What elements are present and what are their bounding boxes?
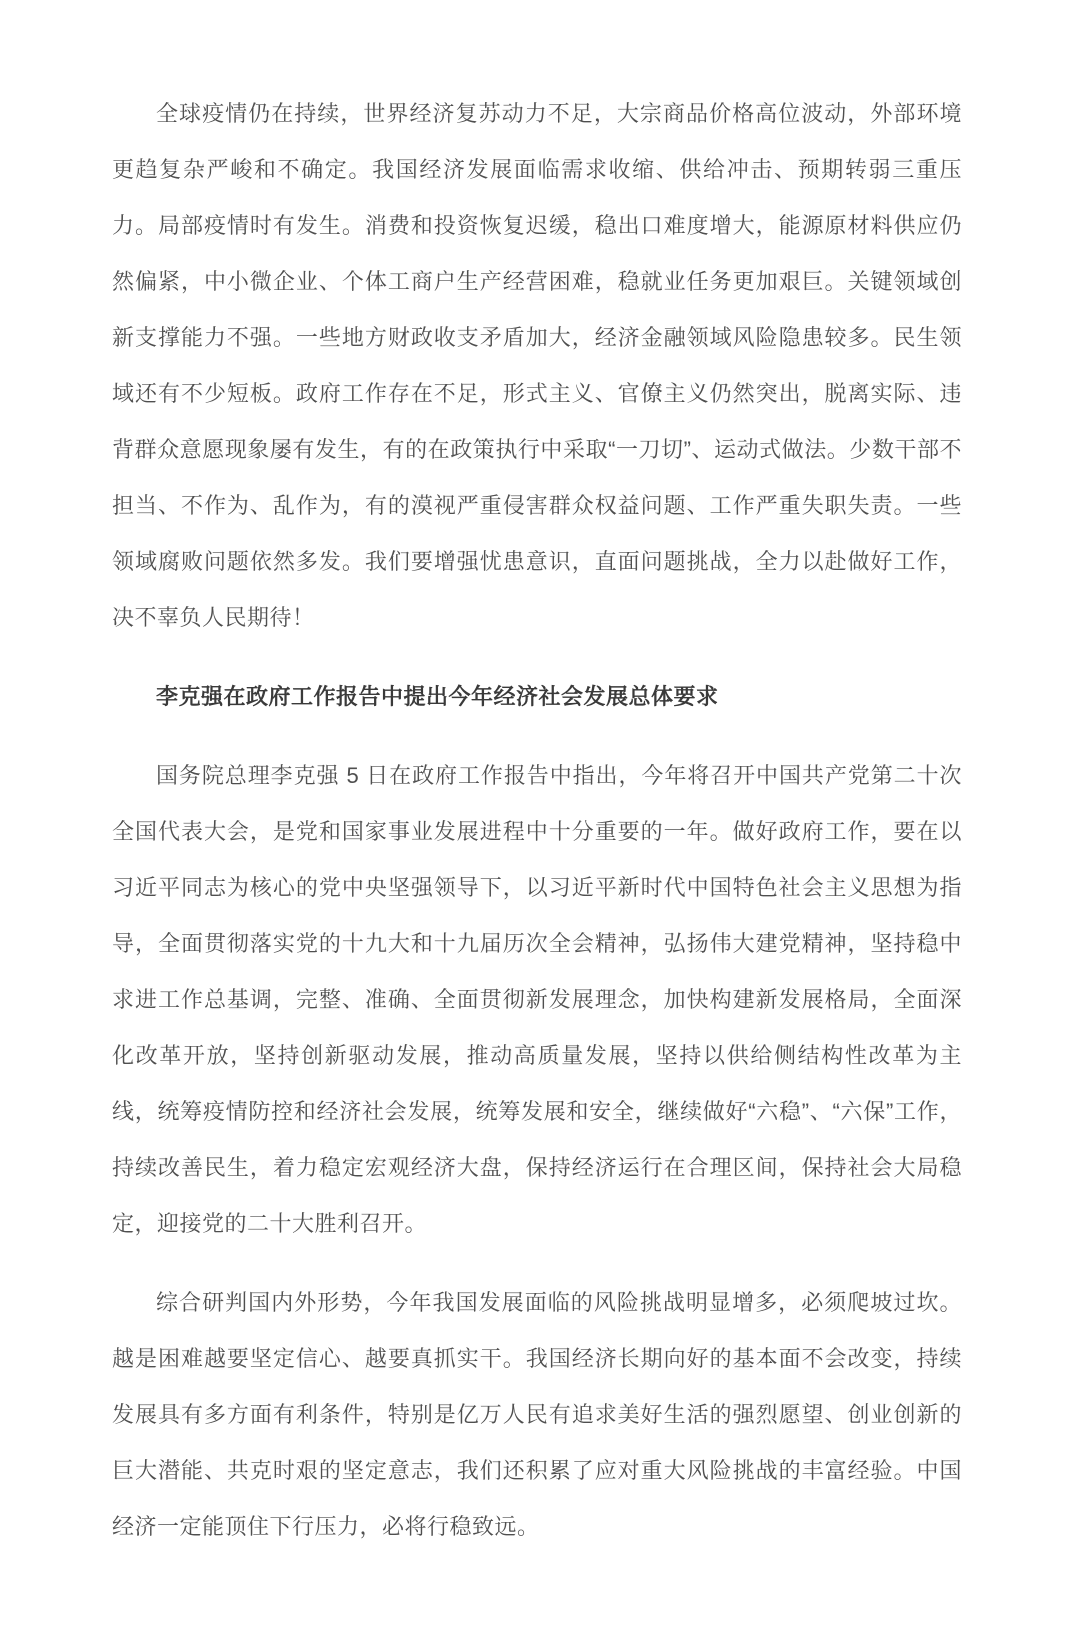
paragraph-risk-outlook: 综合研判国内外形势，今年我国发展面临的风险挑战明显增多，必须爬坡过坎。越是困难越要坚定信心、越要真抓实干。我国经济长期向好的基本面不会改变，持续发展具有多方面有利条件，特别是亿万人民有追求美好生活的强烈愿望、创业创新的巨大潜能、共克时艰的坚定意志，我们还积累了应对重大风险挑战的丰富经验。中国经济一定能顶住下行压力，必将行稳致远。 bbox=[112, 1290, 962, 1539]
section-heading-overall-requirements: 李克强在政府工作报告中提出今年经济社会发展总体要求 bbox=[156, 684, 719, 709]
paragraph-economic-situation: 全球疫情仍在持续，世界经济复苏动力不足，大宗商品价格高位波动，外部环境更趋复杂严峻和不确定。我国经济发展面临需求收缩、供给冲击、预期转弱三重压力。局部疫情时有发生。消费和投资恢复迟缓，稳出口难度增大，能源原材料供应仍然偏紧，中小微企业、个体工商户生产经营困难，稳就业任务更加艰巨。关键领域创新支撑能力不强。一些地方财政收支矛盾加大，经济金融领域风险隐患较多。民生领域还有不少短板。政府工作存在不足，形式主义、官僚主义仍然突出，脱离实际、违背群众意愿现象屡有发生，有的在政策执行中采取“一刀切”、运动式做法。少数干部不担当、不作为、乱作为，有的漠视严重侵害群众权益问题、工作严重失职失责。一些领域腐败问题依然多发。我们要增强忧患意识，直面问题挑战，全力以赴做好工作，决不辜负人民期待！ bbox=[112, 101, 962, 630]
paragraph-overall-requirements: 国务院总理李克强 5 日在政府工作报告中指出，今年将召开中国共产党第二十次全国代表大会，是党和国家事业发展进程中十分重要的一年。做好政府工作，要在以习近平同志为核心的党中央坚强领导下，以习近平新时代中国特色社会主义思想为指导，全面贯彻落实党的十九大和十九届历次全会精神，弘扬伟大建党精神，坚持稳中求进工作总基调，完整、准确、全面贯彻新发展理念，加快构建新发展格局，全面深化改革开放，坚持创新驱动发展，推动高质量发展，坚持以供给侧结构性改革为主线，统筹疫情防控和经济社会发展，统筹发展和安全，继续做好“六稳”、“六保”工作，持续改善民生，着力稳定宏观经济大盘，保持经济运行在合理区间，保持社会大局稳定，迎接党的二十大胜利召开。 bbox=[112, 763, 962, 1236]
